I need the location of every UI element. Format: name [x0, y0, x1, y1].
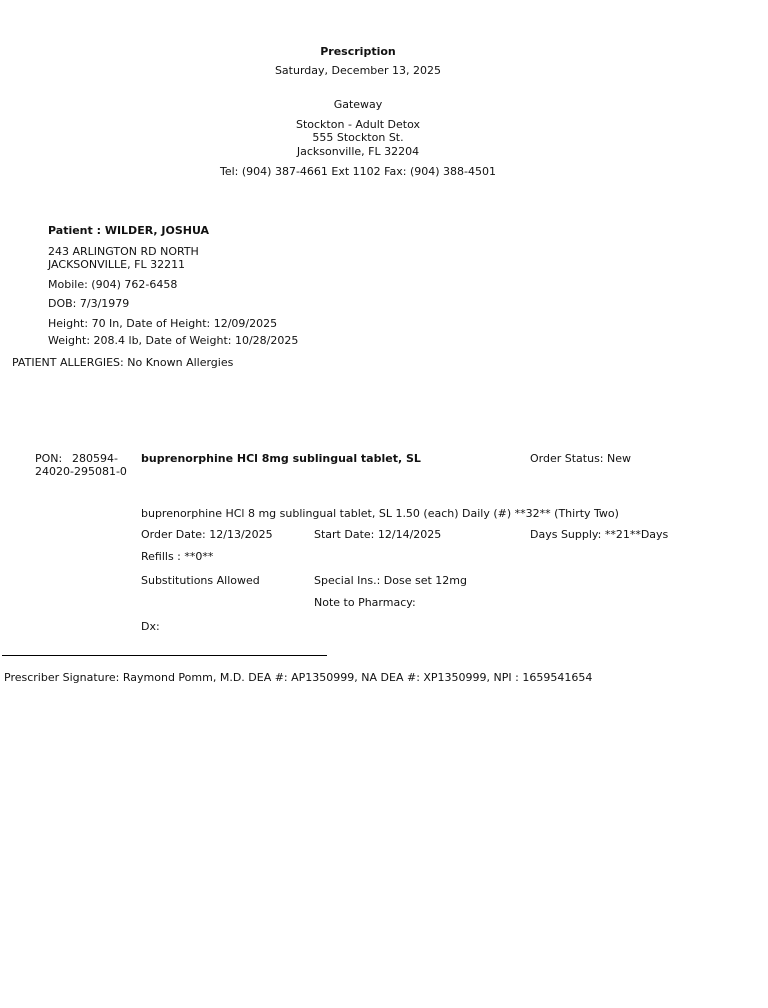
substitutions: Substitutions Allowed [141, 574, 260, 587]
facility-city: Jacksonville, FL 32204 [296, 145, 420, 158]
facility-street: 555 Stockton St. [312, 131, 404, 144]
patient-allergies: PATIENT ALLERGIES: No Known Allergies [12, 356, 234, 369]
pon-label: PON: [35, 452, 63, 465]
order-status: Order Status: New [530, 452, 632, 465]
diagnosis: Dx: [141, 620, 160, 633]
order-date: Order Date: 12/13/2025 [141, 528, 273, 541]
pon-value-part1: 280594- [72, 452, 118, 465]
organization-name: Gateway [333, 98, 383, 111]
prescription-sig: buprenorphine HCl 8 mg sublingual tablet, SL 1.50 (each) Daily (#) **32** (Thirty Two) [141, 507, 619, 520]
facility-name: Stockton - Adult Detox [295, 118, 421, 131]
pon-value-part2: 24020-295081-0 [35, 465, 127, 478]
document-date: Saturday, December 13, 2025 [274, 64, 442, 77]
special-instructions: Special Ins.: Dose set 12mg [314, 574, 467, 587]
document-title: Prescription [320, 45, 396, 58]
start-date: Start Date: 12/14/2025 [314, 528, 442, 541]
patient-address-line2: JACKSONVILLE, FL 32211 [48, 258, 186, 271]
drug-title: buprenorphine HCl 8mg sublingual tablet, SL [141, 452, 421, 465]
signature-line [2, 655, 327, 656]
days-supply: Days Supply: **21**Days [530, 528, 669, 541]
patient-mobile: Mobile: (904) 762-6458 [48, 278, 178, 291]
patient-name: Patient : WILDER, JOSHUA [48, 224, 210, 237]
facility-contact: Tel: (904) 387-4661 Ext 1102 Fax: (904) 388-4501 [220, 165, 496, 178]
patient-dob: DOB: 7/3/1979 [48, 297, 130, 310]
note-to-pharmacy: Note to Pharmacy: [314, 596, 416, 609]
patient-height: Height: 70 In, Date of Height: 12/09/2025 [48, 317, 278, 330]
prescriber-signature: Prescriber Signature: Raymond Pomm, M.D. DEA #: AP1350999, NA DEA #: XP1350999, NPI : 1659541654 [4, 671, 593, 684]
patient-address-line1: 243 ARLINGTON RD NORTH [48, 245, 199, 258]
patient-weight: Weight: 208.4 lb, Date of Weight: 10/28/2025 [48, 334, 299, 347]
refills: Refills : **0** [141, 550, 214, 563]
